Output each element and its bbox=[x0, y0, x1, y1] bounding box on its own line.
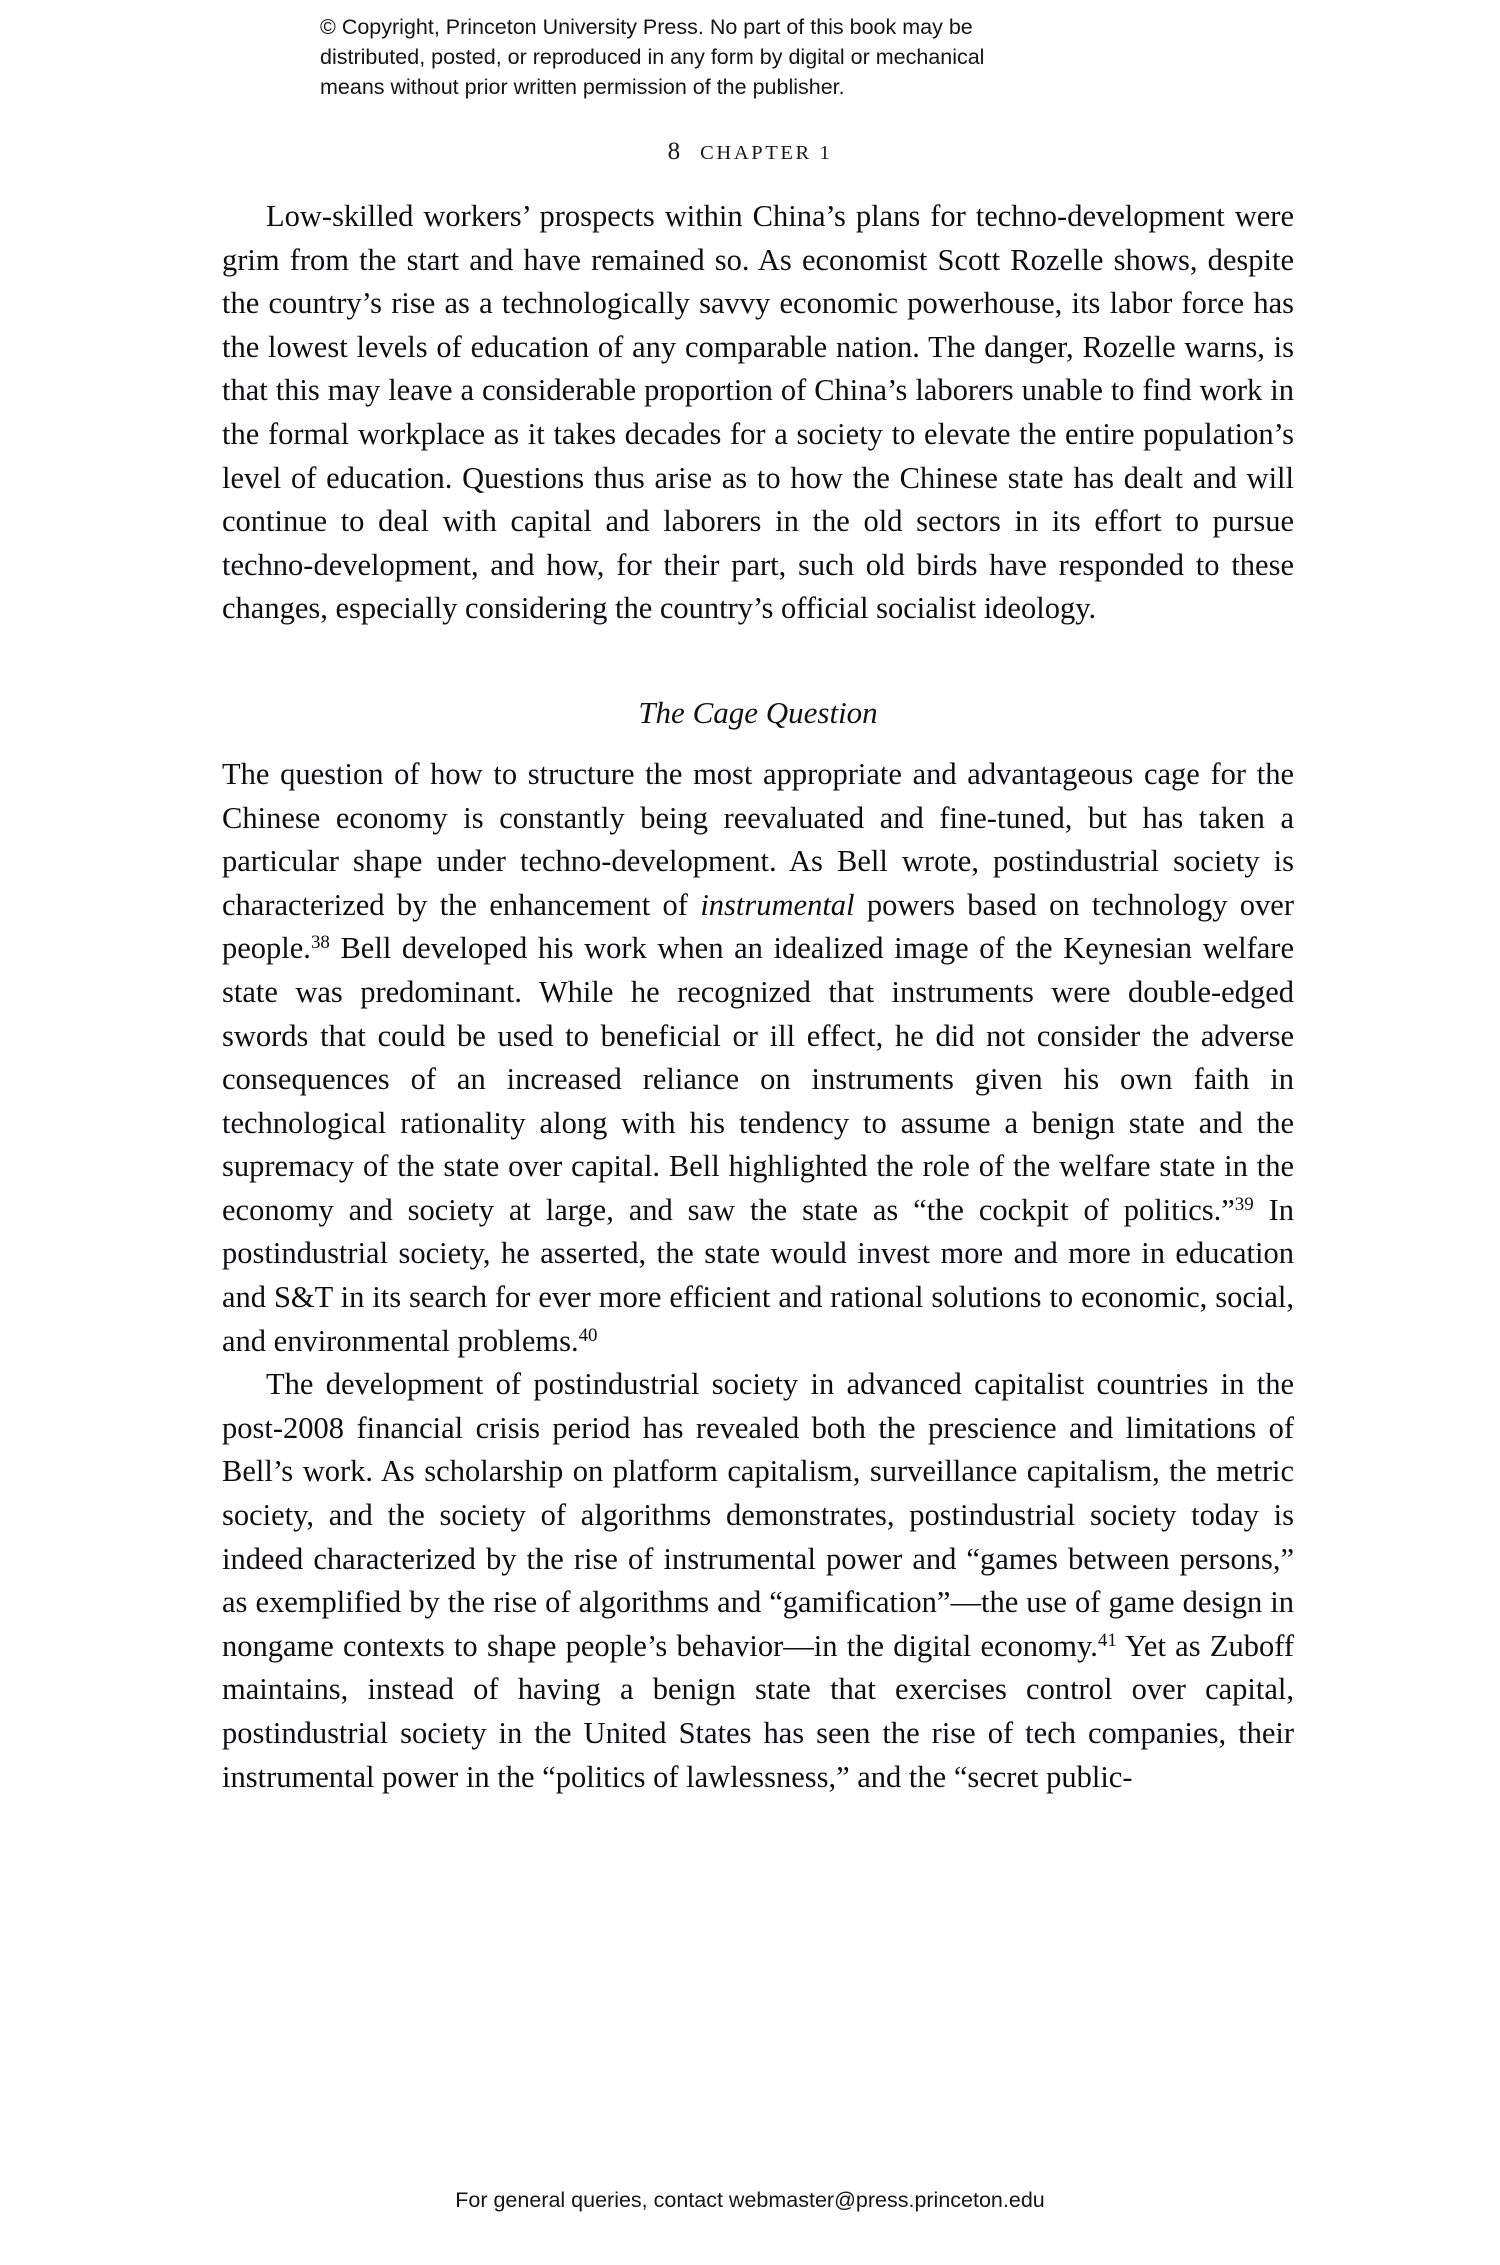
paragraph-3-text-b: Yet as Zuboff maintains, instead of having a benign state that exercises control over capital, postindustrial society in the United States has seen the rise of tech companies, their instrumental power in the “politics of lawlessness,” and the “secret public- bbox=[222, 1628, 1294, 1794]
footnote-marker-38[interactable]: 38 bbox=[310, 932, 330, 954]
paragraph-2-emphasis-instrumental: instrumental bbox=[700, 887, 855, 922]
paragraph-2 bbox=[222, 753, 1294, 1363]
copyright-line-3: means without prior written permission of the publisher. bbox=[320, 75, 845, 99]
footnote-marker-40[interactable]: 40 bbox=[578, 1324, 598, 1346]
paragraph-3-text-a: The development of postindustrial society in advanced capitalist countries in the post-2008 financial crisis period has revealed both the prescience and limitations of Bell’s work. As scholarship on platform capitalism, surveillance capitalism, the metric society, and the society of algorithms demonstrates, postindustrial society today is indeed characterized by the rise of instrumental power and “games between persons,” as exemplified by the rise of algorithms and “gamification”—the use of game design in nongame contexts to shape people’s behavior—in the digital economy. bbox=[222, 1367, 1294, 1663]
paragraph-3 bbox=[222, 1363, 1294, 1799]
footer-queries-line: For general queries, contact webmaster@press.princeton.edu bbox=[455, 2188, 1045, 2212]
paragraph-1-text: Low-skilled workers’ prospects within China’s plans for techno-development were grim from the start and have remained so. As economist Scott Rozelle shows, despite the country’s rise as a technologically savvy economic powerhouse, its labor force has the lowest levels of education of any comparable nation. The danger, Rozelle warns, is that this may leave a considerable proportion of China’s laborers unable to find work in the formal workplace as it takes decades for a society to elevate the entire population’s level of education. Questions thus arise as to how the Chinese state has dealt and will continue to deal with capital and laborers in the old sectors in its effort to pursue techno-development, and how, for their part, such old birds have responded to these changes, especially considering the country’s official socialist ideology. bbox=[222, 199, 1294, 626]
footnote-marker-39[interactable]: 39 bbox=[1234, 1194, 1254, 1216]
section-heading: The Cage Question bbox=[638, 694, 878, 730]
text-column bbox=[222, 195, 1294, 1799]
section-spacer bbox=[222, 631, 1294, 683]
copyright-line-1: © Copyright, Princeton University Press. No part of this book may be bbox=[320, 15, 973, 39]
footnote-marker-41[interactable]: 41 bbox=[1097, 1629, 1117, 1651]
paragraph-2-text-a: The question of how to structure the most appropriate and advantageous cage for the Chinese economy is constantly being reevaluated and fine-tuned, but has taken a particular shape under techno-development. As Bell wrote, postindustrial society is characterized by the enhancement of bbox=[222, 756, 1294, 922]
paragraph-2-text-b: powers based on technology over people. bbox=[222, 887, 1294, 966]
running-head bbox=[0, 138, 1500, 166]
page-number: 8 bbox=[667, 138, 681, 165]
paragraph-2-text-c: Bell developed his work when an idealized image of the Keynesian welfare state was predominant. While he recognized that instruments were double-edged swords that could be used to beneficial or ill effect, he did not consider the adverse consequences of an increased reliance on instruments given his own faith in technological rationality along with his tendency to assume a benign state and the supremacy of the state over capital. Bell highlighted the role of the welfare state in the economy and society at large, and saw the state as “the cockpit of politics.” bbox=[222, 931, 1294, 1227]
copyright-notice bbox=[320, 12, 1170, 102]
copyright-line-2: distributed, posted, or reproduced in any form by digital or mechanical bbox=[320, 45, 985, 69]
paragraph-2-text-d: In postindustrial society, he asserted, the state would invest more and more in education and S&T in its search for ever more efficient and rational solutions to economic, social, and environmental problems. bbox=[222, 1192, 1294, 1358]
chapter-label: CHAPTER 1 bbox=[700, 142, 833, 164]
paragraph-1 bbox=[222, 195, 1294, 631]
